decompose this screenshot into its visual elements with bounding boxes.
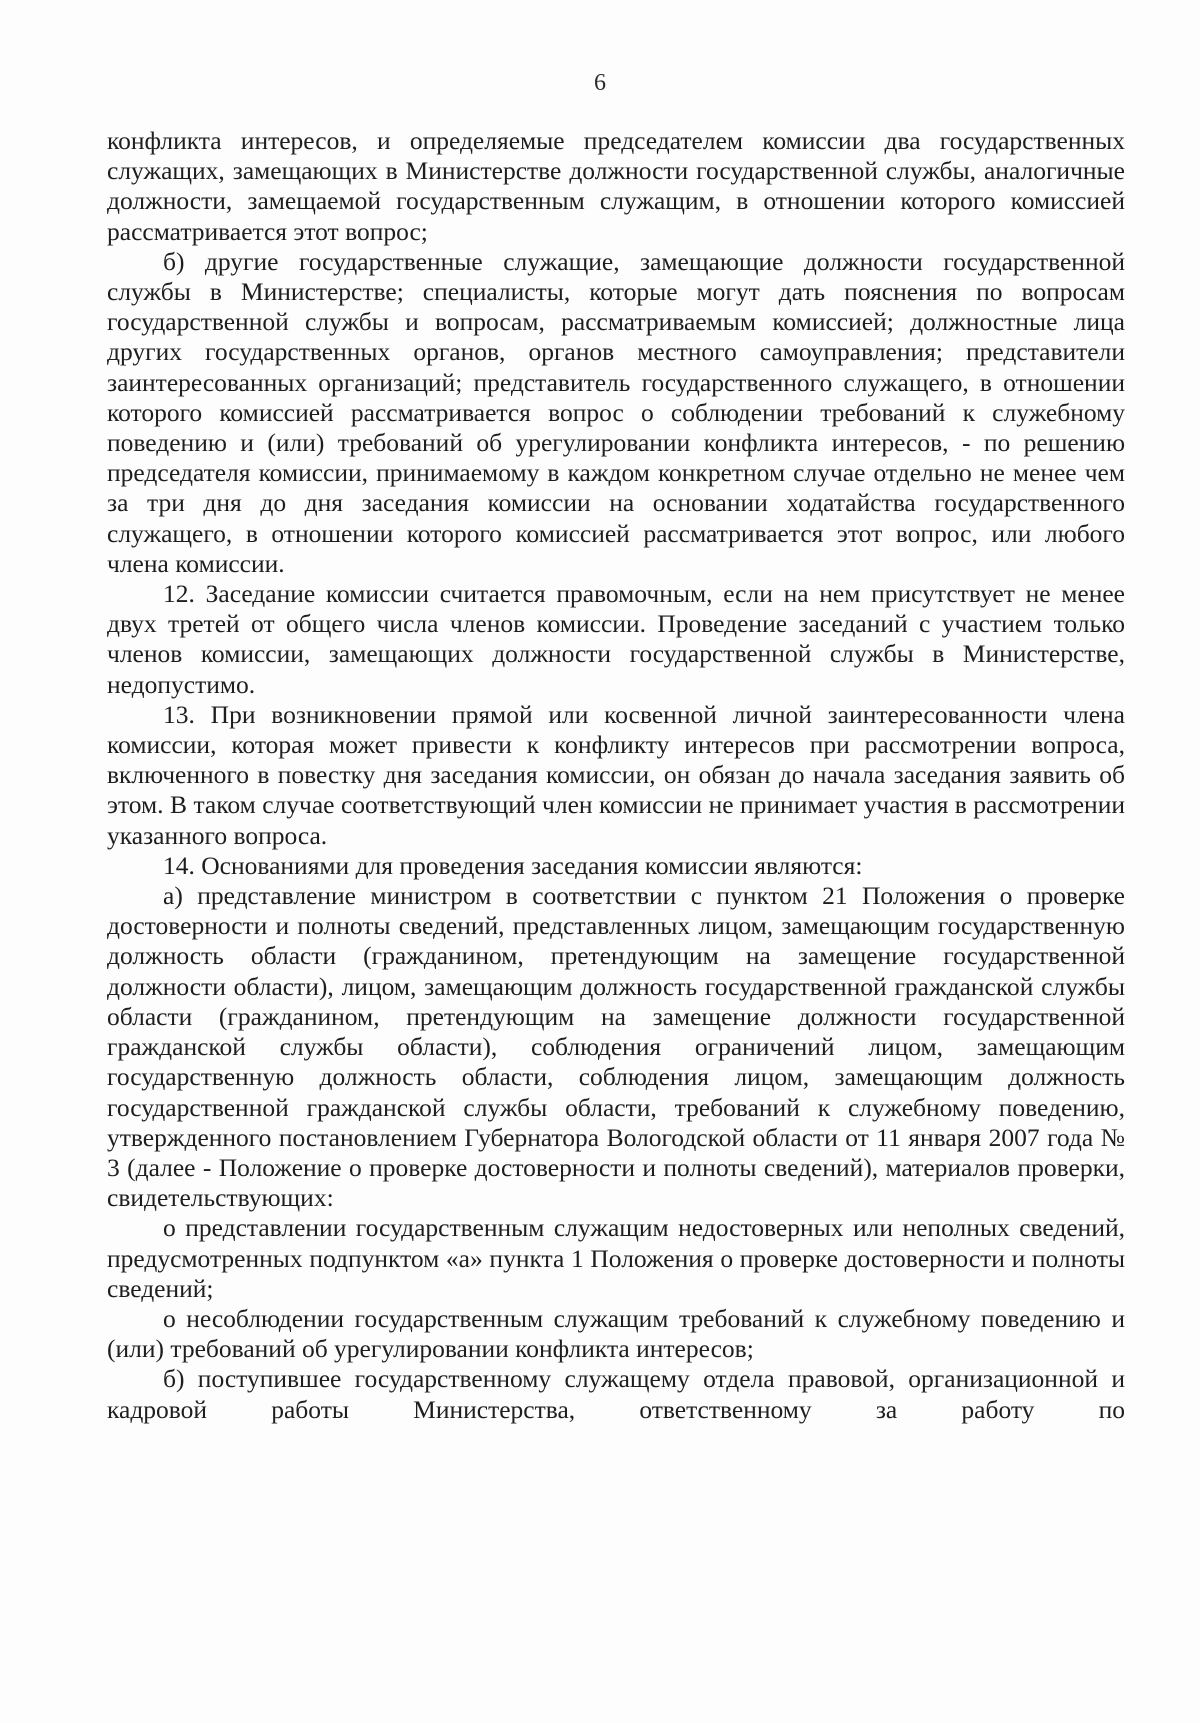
paragraph-14-item-a-sub2: о несоблюдении государственным служащим требований к служебному поведению и (или) требований об урегулировании конфликта интересов;: [107, 1303, 1125, 1364]
paragraph-14-item-a: а) представление министром в соответствии с пунктом 21 Положения о проверке достоверности и полноты сведений, представленных лицом, замещающим государственную должность области (гражданином, претендующим на замещение государственной должности области), лицом, замещающим должность государственной гражданской службы области (гражданином, претендующим на замещение должности государственной гражданской службы области), соблюдения ограничений лицом, замещающим государственную должность области, соблюдения лицом, замещающим должность государственной гражданской службы области, требований к служебному поведению, утвержденного постановлением Губернатора Вологодской области от 11 января 2007 года № 3 (далее - Положение о проверке достоверности и полноты сведений), материалов проверки, свидетельствующих:: [107, 881, 1125, 1213]
paragraph-14-item-b: б) поступившее государственному служащему отдела правовой, организационной и кадровой работы Министерства, ответственному за работу по: [107, 1364, 1125, 1424]
paragraph-14-grounds: 14. Основаниями для проведения заседания комиссии являются:: [163, 850, 863, 880]
document-body: [107, 126, 1125, 1425]
paragraph-12-quorum: 12. Заседание комиссии считается правомочным, если на нем присутствует не менее двух третей от общего числа членов комиссии. Проведение заседаний с участием только членов комиссии, замещающих должности государственной службы в Министерстве, недопустимо.: [107, 579, 1125, 699]
paragraph-14-item-a-sub1: о представлении государственным служащим недостоверных или неполных сведений, предусмотренных подпунктом «а» пункта 1 Положения о проверке достоверности и полноты сведений;: [107, 1213, 1125, 1303]
paragraph-continuation: конфликта интересов, и определяемые председателем комиссии два государственных служащих, замещающих в Министерстве должности государственной службы, аналогичные должности, замещаемой государственным служащим, в отношении которого комиссией рассматривается этот вопрос;: [107, 126, 1125, 246]
paragraph-item-b-participants: б) другие государственные служащие, замещающие должности государственной службы в Министерстве; специалисты, которые могут дать пояснения по вопросам государственной службы и вопросам, рассматриваемым комиссией; должностные лица других государственных органов, органов местного самоуправления; представители заинтересованных организаций; представитель государственного служащего, в отношении которого комиссией рассматривается вопрос о соблюдении требований к служебному поведению и (или) требований об урегулировании конфликта интересов, - по решению председателя комиссии, принимаемому в каждом конкретном случае отдельно не менее чем за три дня до дня заседания комиссии на основании ходатайства государственного служащего, в отношении которого комиссией рассматривается этот вопрос, или любого члена комиссии.: [107, 246, 1125, 578]
paragraph-13-conflict: 13. При возникновении прямой или косвенной личной заинтересованности члена комиссии, которая может привести к конфликту интересов при рассмотрении вопроса, включенного в повестку дня заседания комиссии, он обязан до начала заседания заявить об этом. В таком случае соответствующий член комиссии не принимает участия в рассмотрении указанного вопроса.: [107, 699, 1125, 850]
page-number: 6: [594, 70, 606, 96]
